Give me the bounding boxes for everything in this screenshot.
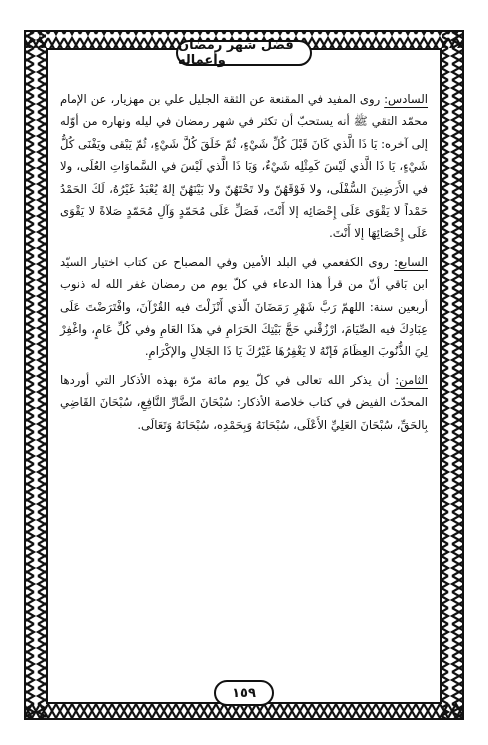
page-number: ١٥٩ xyxy=(232,685,256,701)
paragraph-seventh xyxy=(60,251,428,363)
prayer-text: يَا ذَا الَّذي كَانَ قَبْلَ كُلِّ شَيْءٍ، ثُمّ خَلَقَ كُلَّ شَيْءٍ، ثُمّ يَبْقى ويَفْنَى كُلُّ شَيْءٍ، يَا ذَا الَّذي لَيْسَ كَمِثْلِه شَيْءٌ، وَيَا ذَا الَّذي لَيْسَ في السَّماوَاتِ العُلَى، ولا في الأَرَضِينَ السُّفْلَى، ولا فَوْقَهُنّ ولا تَحْتَهُنّ ولا بَيْنَهُنّ إلهٌ يُعْبَدُ غَيْرُهُ، لَكَ الحَمْدُ حَمْداً لا يَقْوَى عَلَى إِحْصَائِه إلا أَنْتَ، فَصَلِّ عَلَى مُحَمّدٍ وَآلِ مُحَمّدٍ صَلاةً لا يَقْوَى عَلَى إِحْصَائِهَا إلا أَنْتَ. xyxy=(60,136,428,241)
text-body xyxy=(60,88,428,648)
paragraph-lead: الثامن: xyxy=(395,372,428,387)
chapter-title: فضل شهر رمضان وأعماله xyxy=(178,38,294,68)
prayer-text: اللهمّ رَبَّ شَهْرِ رَمَضَانَ الّذي أَنْزَلْتَ فيه القُرْآنَ، وافْتَرَضْتَ عَلَى عِبَادِكَ فيه الصِّيَامَ، ارْزُقْني حَجَّ بَيْتِكَ الحَرَامِ في هذَا العَامِ وفي كُلِّ عَامٍ، واغْفِرْ لِيَ الذُّنُوبَ العِظَامَ فَإنّهُ لا يَغْفِرُهَا غَيْرُكَ يَا ذَا الجَلالِ والإكْرَامِ. xyxy=(60,299,428,359)
paragraph-text: روى الكفعمي في البلد الأمين وفي المصباح عن كتاب اختيار السيّد ابن بَاقي أنّ من قرأ هذا الدعاء في كلّ يوم من رمضان غفر الله له ذنوب أربعين سنة: xyxy=(60,254,429,314)
paragraph-text: أن يذكر الله تعالى في كلّ يوم مائة مرّة بهذه الأذكار التي أوردها المحدّث الفيض في كتاب خلاصة الأذكار: xyxy=(60,372,428,410)
paragraph-lead: السادس: xyxy=(384,92,429,106)
paragraph-lead: السابع: xyxy=(394,254,429,269)
paragraph-sixth xyxy=(60,88,428,245)
page-number-cartouche xyxy=(214,680,274,706)
chapter-title-cartouche xyxy=(176,40,312,66)
paragraph-text: روى المفيد في المقنعة عن الثقة الجليل علي بن مهزيار، عن الإمام محمّد التقي ﷺ أنه يستحبّ أن تكثر في شهر رمضان في ليله ونهاره من أوّله إلى آخره: xyxy=(60,92,429,151)
paragraph-eighth xyxy=(60,369,428,436)
prayer-text: سُبْحَانَ الضَّارِّ النَّافِعِ، سُبْحَانَ القَاضِي بِالحَقِّ، سُبْحَانَ العَلِيِّ الأَعْلَى، سُبْحَانَهُ وَبِحَمْدِه، سُبْحَانَهُ وَتَعَالَى. xyxy=(60,395,428,432)
